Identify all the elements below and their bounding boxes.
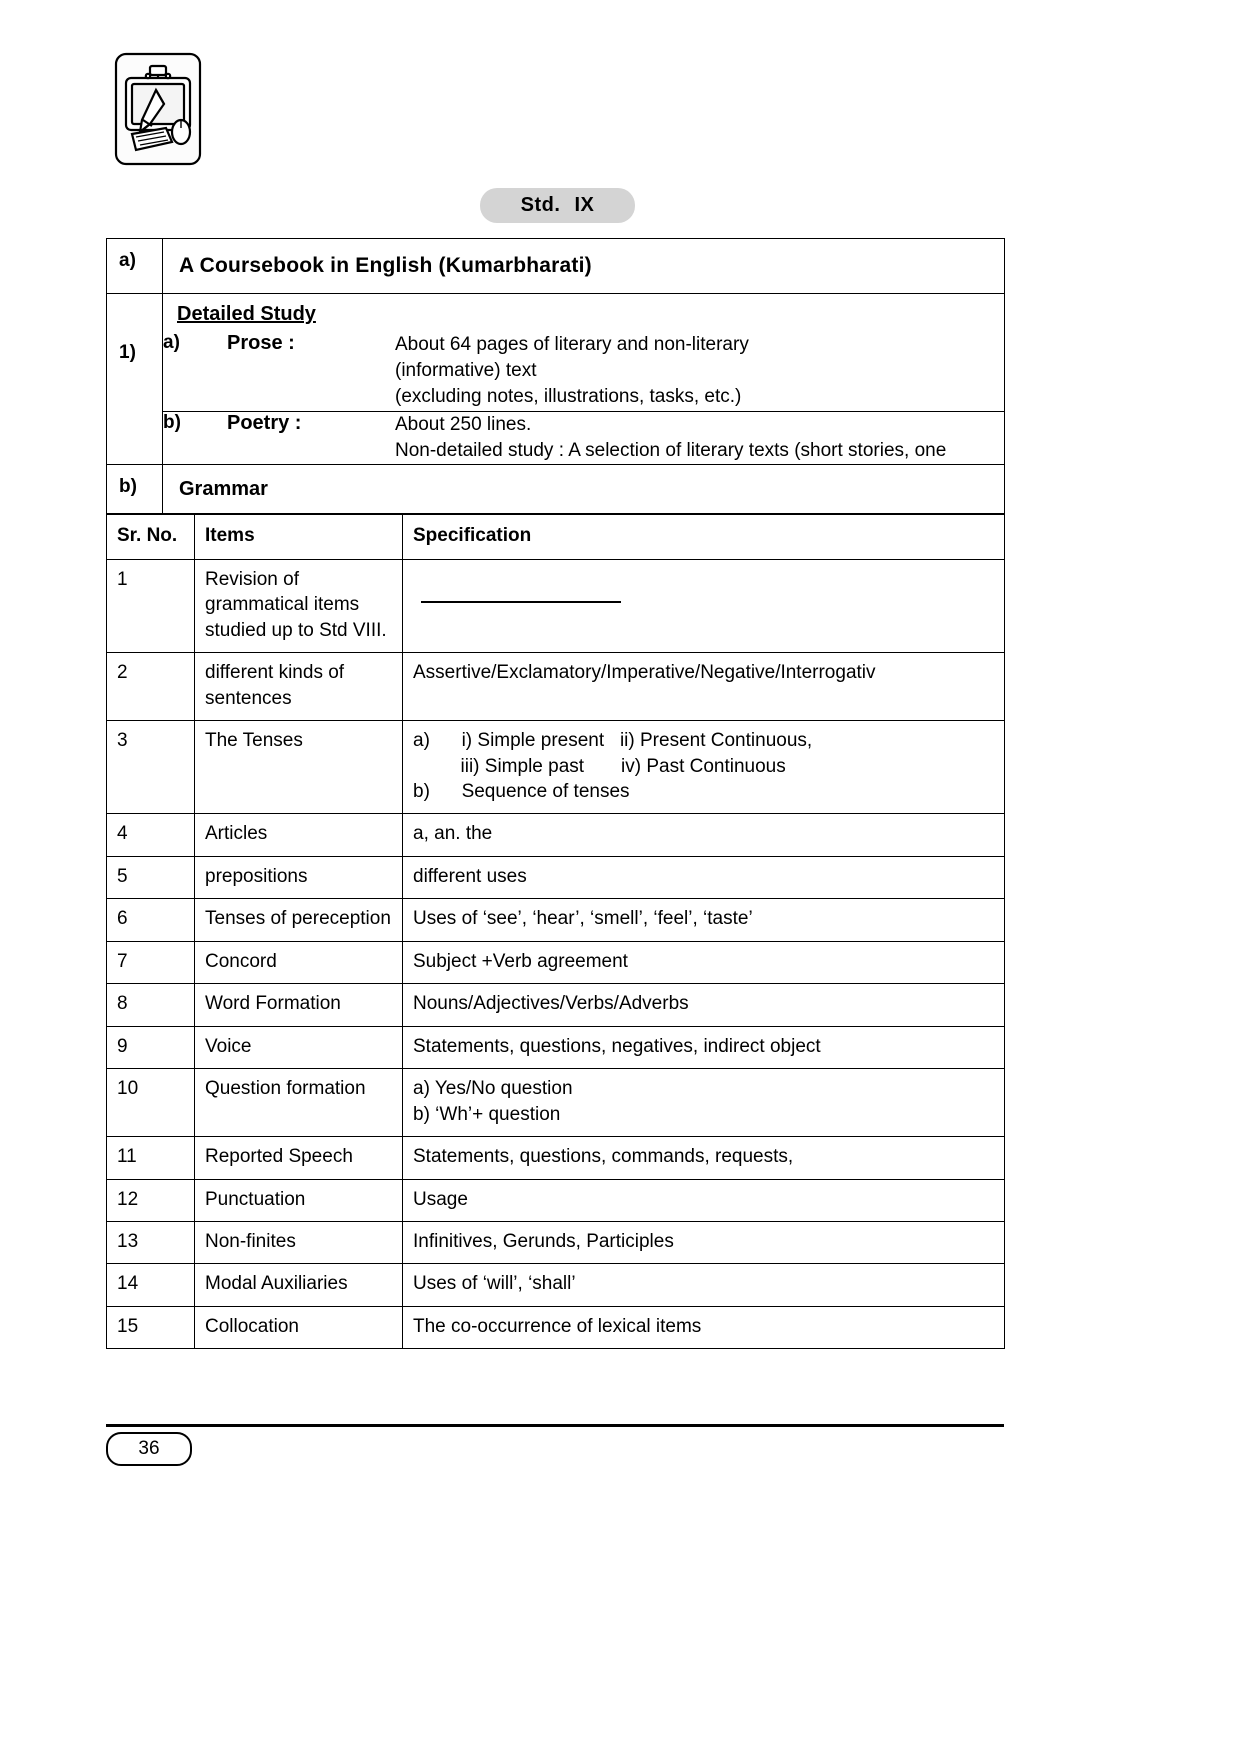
cell-sr-no: 14 xyxy=(107,1264,195,1306)
cell-specification: Nouns/Adjectives/Verbs/Adverbs xyxy=(403,984,1005,1026)
table-row xyxy=(107,1026,1005,1068)
cell-sr-no: 3 xyxy=(107,721,195,814)
cell-item: Articles xyxy=(195,814,403,856)
cell-specification xyxy=(403,1069,1005,1137)
table-row xyxy=(107,856,1005,898)
cell-sr-no: 2 xyxy=(107,653,195,721)
section-a-marker-cell xyxy=(107,239,163,294)
footer-divider xyxy=(106,1424,1004,1427)
cell-sr-no: 6 xyxy=(107,899,195,941)
cell-specification xyxy=(403,559,1005,652)
cell-specification: different uses xyxy=(403,856,1005,898)
prose-line-2: (informative) text xyxy=(395,360,537,382)
syllabus-table xyxy=(106,238,1005,515)
table-row xyxy=(107,941,1005,983)
cell-sr-no: 4 xyxy=(107,814,195,856)
cell-item: The Tenses xyxy=(195,721,403,814)
detailed-study-subtable xyxy=(163,332,1004,464)
detailed-study-cell xyxy=(163,294,1005,465)
grammar-header-row xyxy=(107,514,1005,559)
item-1-marker: 1) xyxy=(119,342,136,363)
cell-specification: Uses of ‘will’, ‘shall’ xyxy=(403,1264,1005,1306)
cell-item: Tenses of pereception xyxy=(195,899,403,941)
cell-sr-no: 13 xyxy=(107,1222,195,1264)
table-row xyxy=(107,559,1005,652)
cell-sr-no: 15 xyxy=(107,1306,195,1348)
cell-sr-no: 9 xyxy=(107,1026,195,1068)
page-number-badge xyxy=(106,1432,192,1466)
section-b-marker-cell xyxy=(107,465,163,515)
grammar-heading-row xyxy=(107,465,1005,515)
cell-specification: Statements, questions, negatives, indirect object xyxy=(403,1026,1005,1068)
specification-line: a) i) Simple present ii) Present Continuous, xyxy=(413,730,813,752)
item-1-marker-cell xyxy=(107,294,163,465)
cell-sr-no: 12 xyxy=(107,1179,195,1221)
table-row xyxy=(107,899,1005,941)
section-a-title-cell xyxy=(163,239,1005,294)
table-row xyxy=(107,1179,1005,1221)
cell-specification xyxy=(403,721,1005,814)
std-badge-value: IX xyxy=(574,194,595,216)
section-b-title-cell xyxy=(163,465,1005,515)
cell-sr-no: 11 xyxy=(107,1137,195,1179)
table-row xyxy=(107,1306,1005,1348)
prose-line-1: About 64 pages of literary and non-literary xyxy=(395,334,749,355)
cell-item: Punctuation xyxy=(195,1179,403,1221)
cell-specification: Uses of ‘see’, ‘hear’, ‘smell’, ‘feel’, ‘taste’ xyxy=(403,899,1005,941)
grammar-title: Grammar xyxy=(179,478,268,501)
cell-item: Revision of grammatical items studied up to Std VIII. xyxy=(195,559,403,652)
cell-sr-no: 1 xyxy=(107,559,195,652)
specification-line: b) Sequence of tenses xyxy=(413,781,630,803)
cell-item: Collocation xyxy=(195,1306,403,1348)
poetry-line-1: About 250 lines. xyxy=(395,413,532,435)
table-row xyxy=(107,1222,1005,1264)
section-b-marker: b) xyxy=(119,476,137,498)
cell-sr-no: 5 xyxy=(107,856,195,898)
prose-row xyxy=(163,332,1004,411)
grammar-items-table xyxy=(106,513,1005,1349)
table-row xyxy=(107,653,1005,721)
prose-marker: a) xyxy=(163,332,180,353)
cell-item: different kinds of sentences xyxy=(195,653,403,721)
cell-item: Modal Auxiliaries xyxy=(195,1264,403,1306)
table-row xyxy=(107,814,1005,856)
table-row xyxy=(107,1137,1005,1179)
cell-item: Voice xyxy=(195,1026,403,1068)
table-row xyxy=(107,1264,1005,1306)
poetry-description xyxy=(395,411,1004,464)
column-header-items: Items xyxy=(195,514,403,559)
cell-sr-no: 10 xyxy=(107,1069,195,1137)
section-a-marker: a) xyxy=(119,250,136,271)
specification-line: b) ‘Wh’+ question xyxy=(413,1103,561,1125)
cell-item: Question formation xyxy=(195,1069,403,1137)
cell-item: Concord xyxy=(195,941,403,983)
std-badge-label: Std. xyxy=(520,194,561,216)
cell-item: Non-finites xyxy=(195,1222,403,1264)
page-number: 36 xyxy=(138,1438,160,1459)
cell-specification: a, an. the xyxy=(403,814,1005,856)
cell-specification: Usage xyxy=(403,1179,1005,1221)
coursebook-title: A Coursebook in English (Kumarbharati) xyxy=(179,254,592,277)
detailed-study-heading: Detailed Study xyxy=(177,303,316,325)
cell-item: Word Formation xyxy=(195,984,403,1026)
coursebook-row xyxy=(107,239,1005,294)
poetry-marker: b) xyxy=(163,411,227,464)
poetry-line-2: Non-detailed study : A selection of literary texts (short stories, one xyxy=(395,439,947,461)
cell-specification: Subject +Verb agreement xyxy=(403,941,1005,983)
cell-sr-no: 7 xyxy=(107,941,195,983)
poetry-label: Poetry : xyxy=(227,411,395,464)
table-row xyxy=(107,1069,1005,1137)
column-header-specification: Specification xyxy=(403,514,1005,559)
cell-item: Reported Speech xyxy=(195,1137,403,1179)
specification-blank-rule xyxy=(421,601,621,604)
prose-label: Prose : xyxy=(227,332,295,354)
specification-line: a) Yes/No question xyxy=(413,1078,573,1100)
specification-line: iii) Simple past iv) Past Continuous xyxy=(413,755,786,777)
computer-drawing-icon xyxy=(112,50,204,168)
cell-specification: Statements, questions, commands, requests, xyxy=(403,1137,1005,1179)
poetry-row xyxy=(163,411,1004,464)
cell-item: prepositions xyxy=(195,856,403,898)
prose-description xyxy=(395,332,1004,411)
detailed-study-row xyxy=(107,294,1005,465)
table-row xyxy=(107,721,1005,814)
cell-specification: The co-occurrence of lexical items xyxy=(403,1306,1005,1348)
cell-sr-no: 8 xyxy=(107,984,195,1026)
prose-line-3: (excluding notes, illustrations, tasks, etc.) xyxy=(395,386,742,408)
cell-specification: Infinitives, Gerunds, Participles xyxy=(403,1222,1005,1264)
std-badge xyxy=(480,188,635,223)
table-row xyxy=(107,984,1005,1026)
column-header-sr-no: Sr. No. xyxy=(107,514,195,559)
cell-specification: Assertive/Exclamatory/Imperative/Negative/Interrogativ xyxy=(403,653,1005,721)
